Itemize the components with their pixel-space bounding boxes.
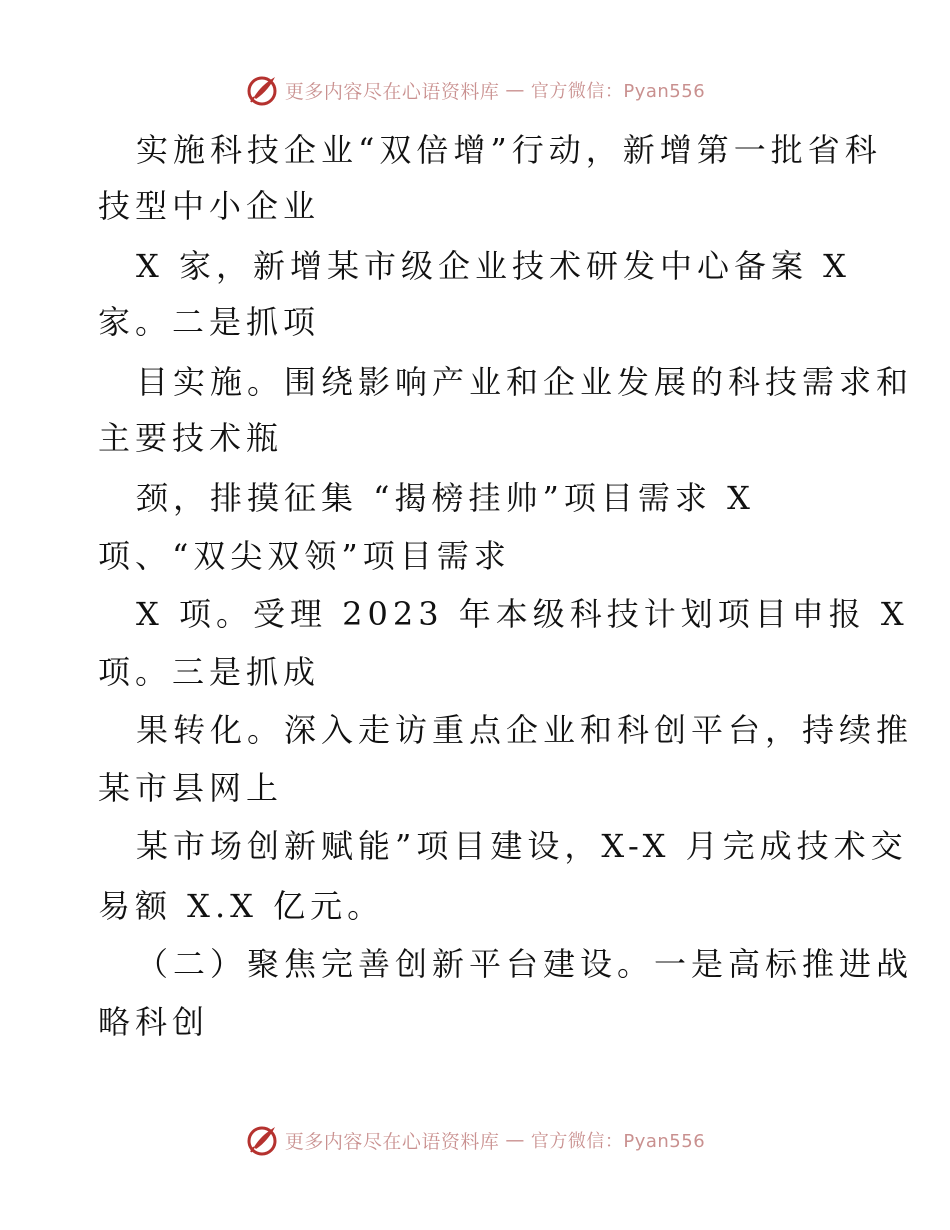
header-watermark [0, 72, 950, 108]
text-line: 易额 X.X 亿元。 [98, 887, 385, 925]
watermark-brand: 更多内容尽在心语资料库 [284, 80, 500, 103]
text-line: 颈，排摸征集 “揭榜挂帅”项目需求 X [136, 479, 755, 517]
text-line: 目实施。围绕影响产业和企业发展的科技需求和 [136, 363, 914, 401]
watermark-separator: — [505, 1129, 525, 1151]
text-line: X 家，新增某市级企业技术研发中心备案 X [136, 247, 851, 285]
text-line: 果转化。深入走访重点企业和科创平台，持续推 [136, 711, 914, 749]
text-line: 实施科技企业“双倍增”行动，新增第一批省科 [136, 131, 882, 169]
text-line: X 项。受理 2023 年本级科技计划项目申报 X [136, 595, 909, 633]
watermark-brand: 更多内容尽在心语资料库 [284, 1130, 500, 1153]
text-line: 主要技术瓶 [98, 419, 284, 457]
watermark-contact: 官方微信：Pyan556 [530, 1131, 706, 1152]
text-line: 略科创 [98, 1003, 210, 1041]
footer-watermark [0, 1122, 950, 1158]
watermark-contact: 官方微信：Pyan556 [530, 81, 706, 102]
text-line: 项。三是抓成 [98, 653, 321, 691]
text-line: 某市场创新赋能”项目建设，X-X 月完成技术交 [136, 827, 908, 865]
text-line: （二）聚焦完善创新平台建设。一是高标推进战 [136, 945, 914, 983]
quill-logo-icon [245, 1123, 279, 1157]
text-line: 家。二是抓项 [98, 303, 321, 341]
watermark-separator: — [505, 79, 525, 101]
text-line: 项、“双尖双领”项目需求 [98, 537, 511, 575]
text-line: 某市县网上 [98, 769, 284, 807]
text-line: 技型中小企业 [98, 187, 321, 225]
quill-logo-icon [245, 73, 279, 107]
